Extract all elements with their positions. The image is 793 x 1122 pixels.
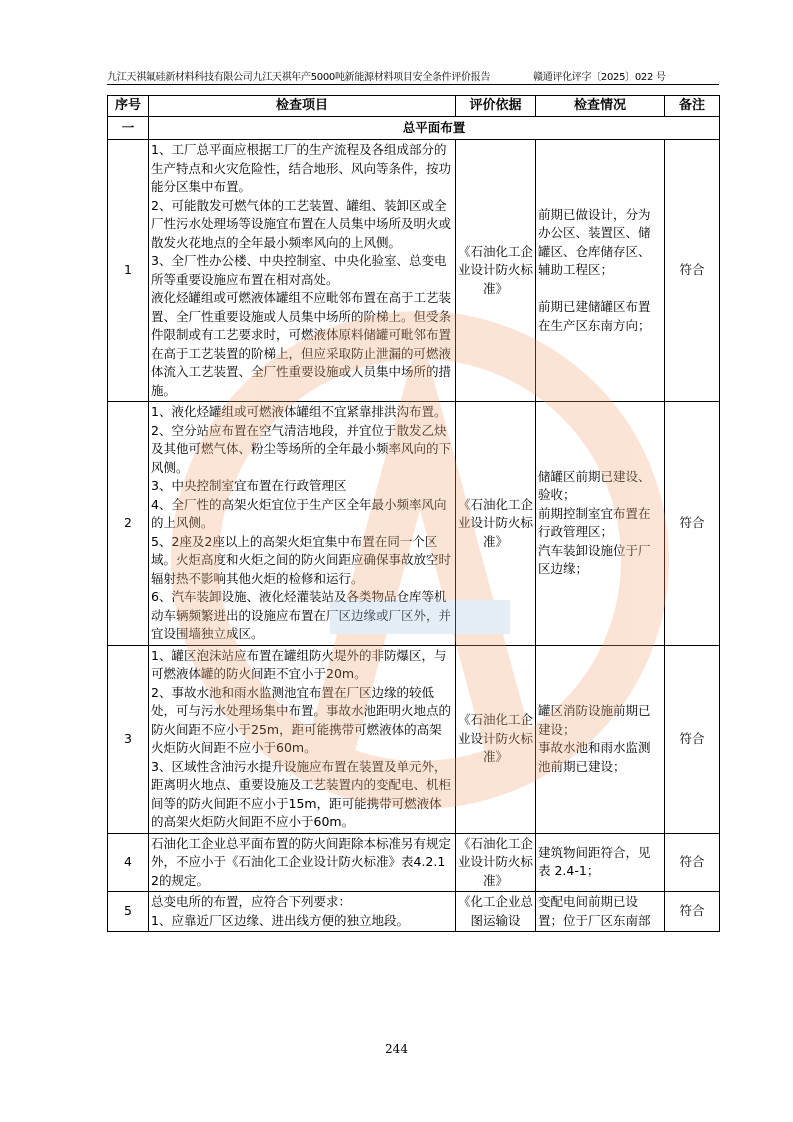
- header-report-number: 赣通评化评字〔2025〕022 号: [533, 72, 666, 83]
- row-item: 1、工厂总平面应根据工厂的生产流程及各组成部分的生产特点和火灾危险性，结合地形、风向等条件，按功能分区集中布置。 2、可能散发可燃气体的工艺装置、罐组、装卸区或全厂性污水处理场等设施宜布置在人员集中场所及明火或散发火花地点的全年最小频率风向的上风侧。 3、全厂性办公楼、中央控制室、中央化验室、总变电所等重要设施应布置在相对高处。 液化烃罐组或可燃液体罐组不应毗邻布置在高于工艺装置、全厂性重要设施或人员集中场所的阶梯上。但受条件限制或有工艺要求时，可燃液体原料储罐可毗邻布置在高于工艺装置的阶梯上，但应采取防止泄漏的可燃液体流入工艺装置、全厂性重要设施或人员集中场所的措施。: [149, 140, 456, 402]
- section-title: 总平面布置: [149, 117, 720, 140]
- section-row: [108, 117, 720, 140]
- row-basis: 《石油化工企业设计防火标准》: [456, 402, 536, 646]
- row-item: 1、罐区泡沫站应布置在罐组防火堤外的非防爆区，与可燃液体罐的防火间距不宜小于20m。 2、事故水池和雨水监测池宜布置在厂区边缘的较低处，可与污水处理场集中布置。事故水池距明火地点的防火间距不应小于25m，距可能携带可燃液体的高架火炬防火间距不应小于60m。 3、区域性含油污水提升设施应布置在装置及单元外，距离明火地点、重要设施及工艺装置内的变配电、机柜间等的防火间距不应小于15m，距可能携带可燃液体的高架火炬防火间距不应小于60m。: [149, 645, 456, 833]
- page-number: 244: [385, 1042, 408, 1056]
- row-note: 符合: [665, 645, 720, 833]
- row-status: 前期已做设计，分为办公区、装置区、储罐区、仓库储存区、辅助工程区； 前期已建储罐区布置在生产区东南方向；: [536, 140, 665, 402]
- row-status: 变配电间前期已设置；位于厂区东南部: [536, 892, 665, 932]
- row-note: 符合: [665, 892, 720, 932]
- header-rule: [107, 84, 719, 85]
- row-number: 4: [108, 833, 149, 892]
- table-row: [108, 645, 720, 833]
- row-note: 符合: [665, 833, 720, 892]
- row-note: 符合: [665, 402, 720, 646]
- row-status: 建筑物间距符合，见表 2.4-1；: [536, 833, 665, 892]
- table-row: [108, 892, 720, 932]
- column-header-basis: 评价依据: [456, 96, 536, 117]
- row-number: 1: [108, 140, 149, 402]
- section-number: 一: [108, 117, 149, 140]
- column-header-no: 序号: [108, 96, 149, 117]
- row-basis: 《化工企业总图运输设: [456, 892, 536, 932]
- row-item: 石油化工企业总平面布置的防火间距除本标准另有规定外，不应小于《石油化工企业设计防火标准》表4.2.12的规定。: [149, 833, 456, 892]
- table-row: [108, 140, 720, 402]
- row-note: 符合: [665, 140, 720, 402]
- row-number: 2: [108, 402, 149, 646]
- row-status: 储罐区前期已建设、验收； 前期控制室宜布置在行政管理区； 汽车装卸设施位于厂区边缘；: [536, 402, 665, 646]
- row-status: 罐区消防设施前期已建设； 事故水池和雨水监测池前期已建设；: [536, 645, 665, 833]
- row-number: 5: [108, 892, 149, 932]
- column-header-note: 备注: [665, 96, 720, 117]
- row-number: 3: [108, 645, 149, 833]
- row-basis: 《石油化工企业设计防火标准》: [456, 140, 536, 402]
- row-basis: 《石油化工企业设计防火标准》: [456, 645, 536, 833]
- header-report-title: 九江天祺氟硅新材料科技有限公司九江天祺年产5000吨新能源材料项目安全条件评价报告: [107, 72, 491, 83]
- table-row: [108, 402, 720, 646]
- table-row: [108, 833, 720, 892]
- inspection-table: [107, 95, 720, 932]
- column-header-item: 检查项目: [149, 96, 456, 117]
- row-item: 总变电所的布置，应符合下列要求： 1、应靠近厂区边缘、进出线方便的独立地段。: [149, 892, 456, 932]
- row-item: 1、液化烃罐组或可燃液体罐组不宜紧靠排洪沟布置。 2、空分站应布置在空气清洁地段，并宜位于散发乙炔及其他可燃气体、粉尘等场所的全年最小频率风向的下风侧。 3、中央控制室宜布置在行政管理区 4、全厂性的高架火炬宜位于生产区全年最小频率风向的上风侧。 5、2座及2座以上的高架火炬宜集中布置在同一个区域。火炬高度和火炬之间的防火间距应确保事故放空时辐射热不影响其他火炬的检修和运行。 6、汽车装卸设施、液化烃灌装站及各类物品仓库等机动车辆频繁进出的设施应布置在厂区边缘或厂区外，并宜设围墙独立成区。: [149, 402, 456, 646]
- column-header-status: 检查情况: [536, 96, 665, 117]
- row-basis: 《石油化工企业设计防火标准》: [456, 833, 536, 892]
- table-header-row: [108, 96, 720, 117]
